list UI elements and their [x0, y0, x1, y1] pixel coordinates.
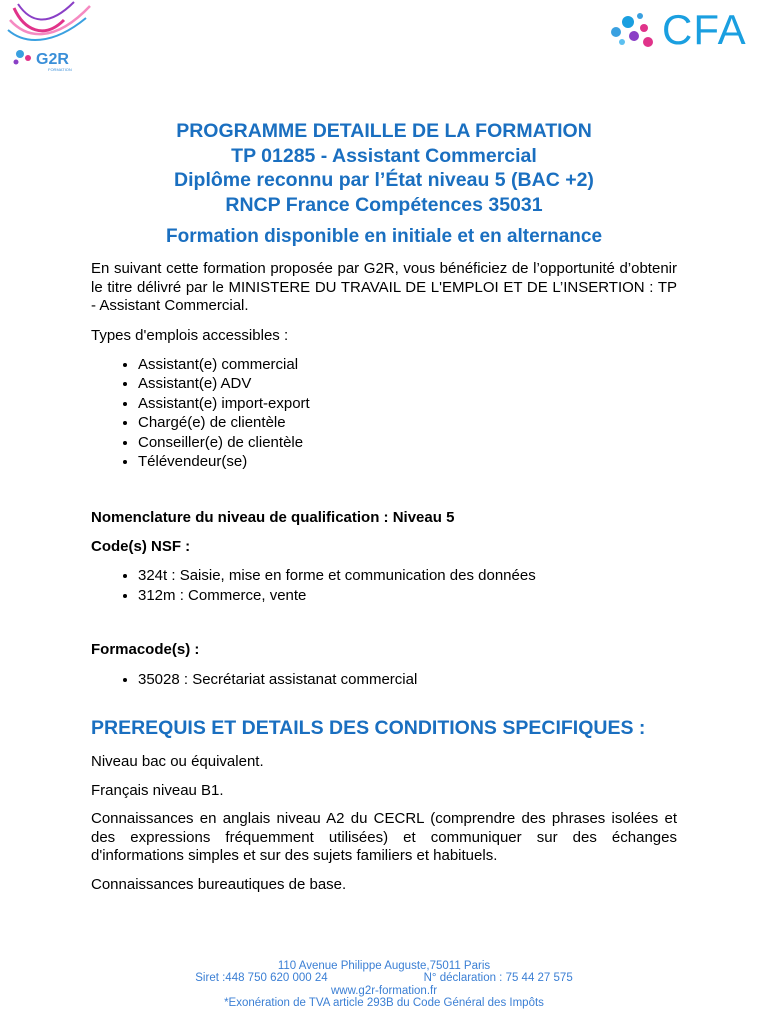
- footer-siret: Siret :448 750 620 000 24: [195, 972, 328, 985]
- list-item: • 35028 : Secrétariat assistanat commercial: [138, 670, 677, 689]
- footer-address: 110 Avenue Philippe Auguste,75011 Paris: [277, 960, 491, 972]
- nsf-list: [91, 566, 677, 605]
- jobs-list: [91, 355, 677, 471]
- list-item: • Assistant(e) import-export: [138, 394, 677, 413]
- prereq-heading: PREREQUIS ET DETAILS DES CONDITIONS SPECIFIQUES :: [91, 717, 646, 740]
- page-footer: [0, 960, 768, 1010]
- prereq-paragraph: Niveau bac ou équivalent.: [91, 753, 264, 771]
- nomenclature-heading: Nomenclature du niveau de qualification : Niveau 5: [91, 509, 455, 527]
- prereq-paragraph: Connaissances en anglais niveau A2 du CECRL (comprendre des phrases isolées et des expressions fréquemment utilisées) et communiquer sur des échanges d'informations simples et sur des sujets familiers et habituels.: [91, 810, 677, 865]
- cfa-logo-text: CFA: [662, 6, 747, 53]
- formacode-label: Formacode(s) :: [91, 641, 200, 659]
- intro-paragraph: En suivant cette formation proposée par G2R, vous bénéficiez de l’opportunité d’obtenir le titre délivré par le MINISTERE DU TRAVAIL DE L'EMPLOI ET DE L’INSERTION : TP - Assistant Commercial.: [91, 260, 677, 314]
- list-item: • Assistant(e) commercial: [138, 355, 677, 374]
- prereq-paragraph: Français niveau B1.: [91, 781, 224, 799]
- list-item: • Télévendeur(se): [138, 452, 677, 471]
- title-line: PROGRAMME DETAILLE DE LA FORMATION: [176, 120, 592, 142]
- document-title: [0, 119, 768, 217]
- title-line: Diplôme reconnu par l’État niveau 5 (BAC +2): [174, 169, 594, 191]
- list-item: • Assistant(e) ADV: [138, 374, 677, 393]
- footer-website: www.g2r-formation.fr: [330, 984, 438, 997]
- formacode-list: [91, 670, 677, 689]
- title-line: RNCP France Compétences 35031: [225, 193, 543, 216]
- g2r-logo-text: G2R: [36, 51, 69, 68]
- list-item: • 324t : Saisie, mise en forme et communication des données: [138, 566, 677, 585]
- list-item: • 312m : Commerce, vente: [138, 586, 677, 605]
- prereq-paragraph: Connaissances bureautiques de base.: [91, 875, 347, 893]
- title-line: TP 01285 - Assistant Commercial: [231, 144, 537, 167]
- jobs-label: Types d'emplois accessibles :: [91, 326, 289, 344]
- list-item: • Conseiller(e) de clientèle: [138, 433, 677, 452]
- g2r-logo: [4, 0, 96, 74]
- g2r-logo-subtext: FORMATION: [48, 67, 72, 72]
- nsf-label: Code(s) NSF :: [91, 537, 191, 555]
- footer-declaration: N° déclaration : 75 44 27 575: [423, 972, 573, 985]
- list-item: • Chargé(e) de clientèle: [138, 413, 677, 432]
- footer-vat-note: *Exonération de TVA article 293B du Code Général des Impôts: [224, 997, 544, 1010]
- document-body: [91, 260, 677, 894]
- document-subtitle: Formation disponible en initiale et en alternance: [165, 226, 603, 247]
